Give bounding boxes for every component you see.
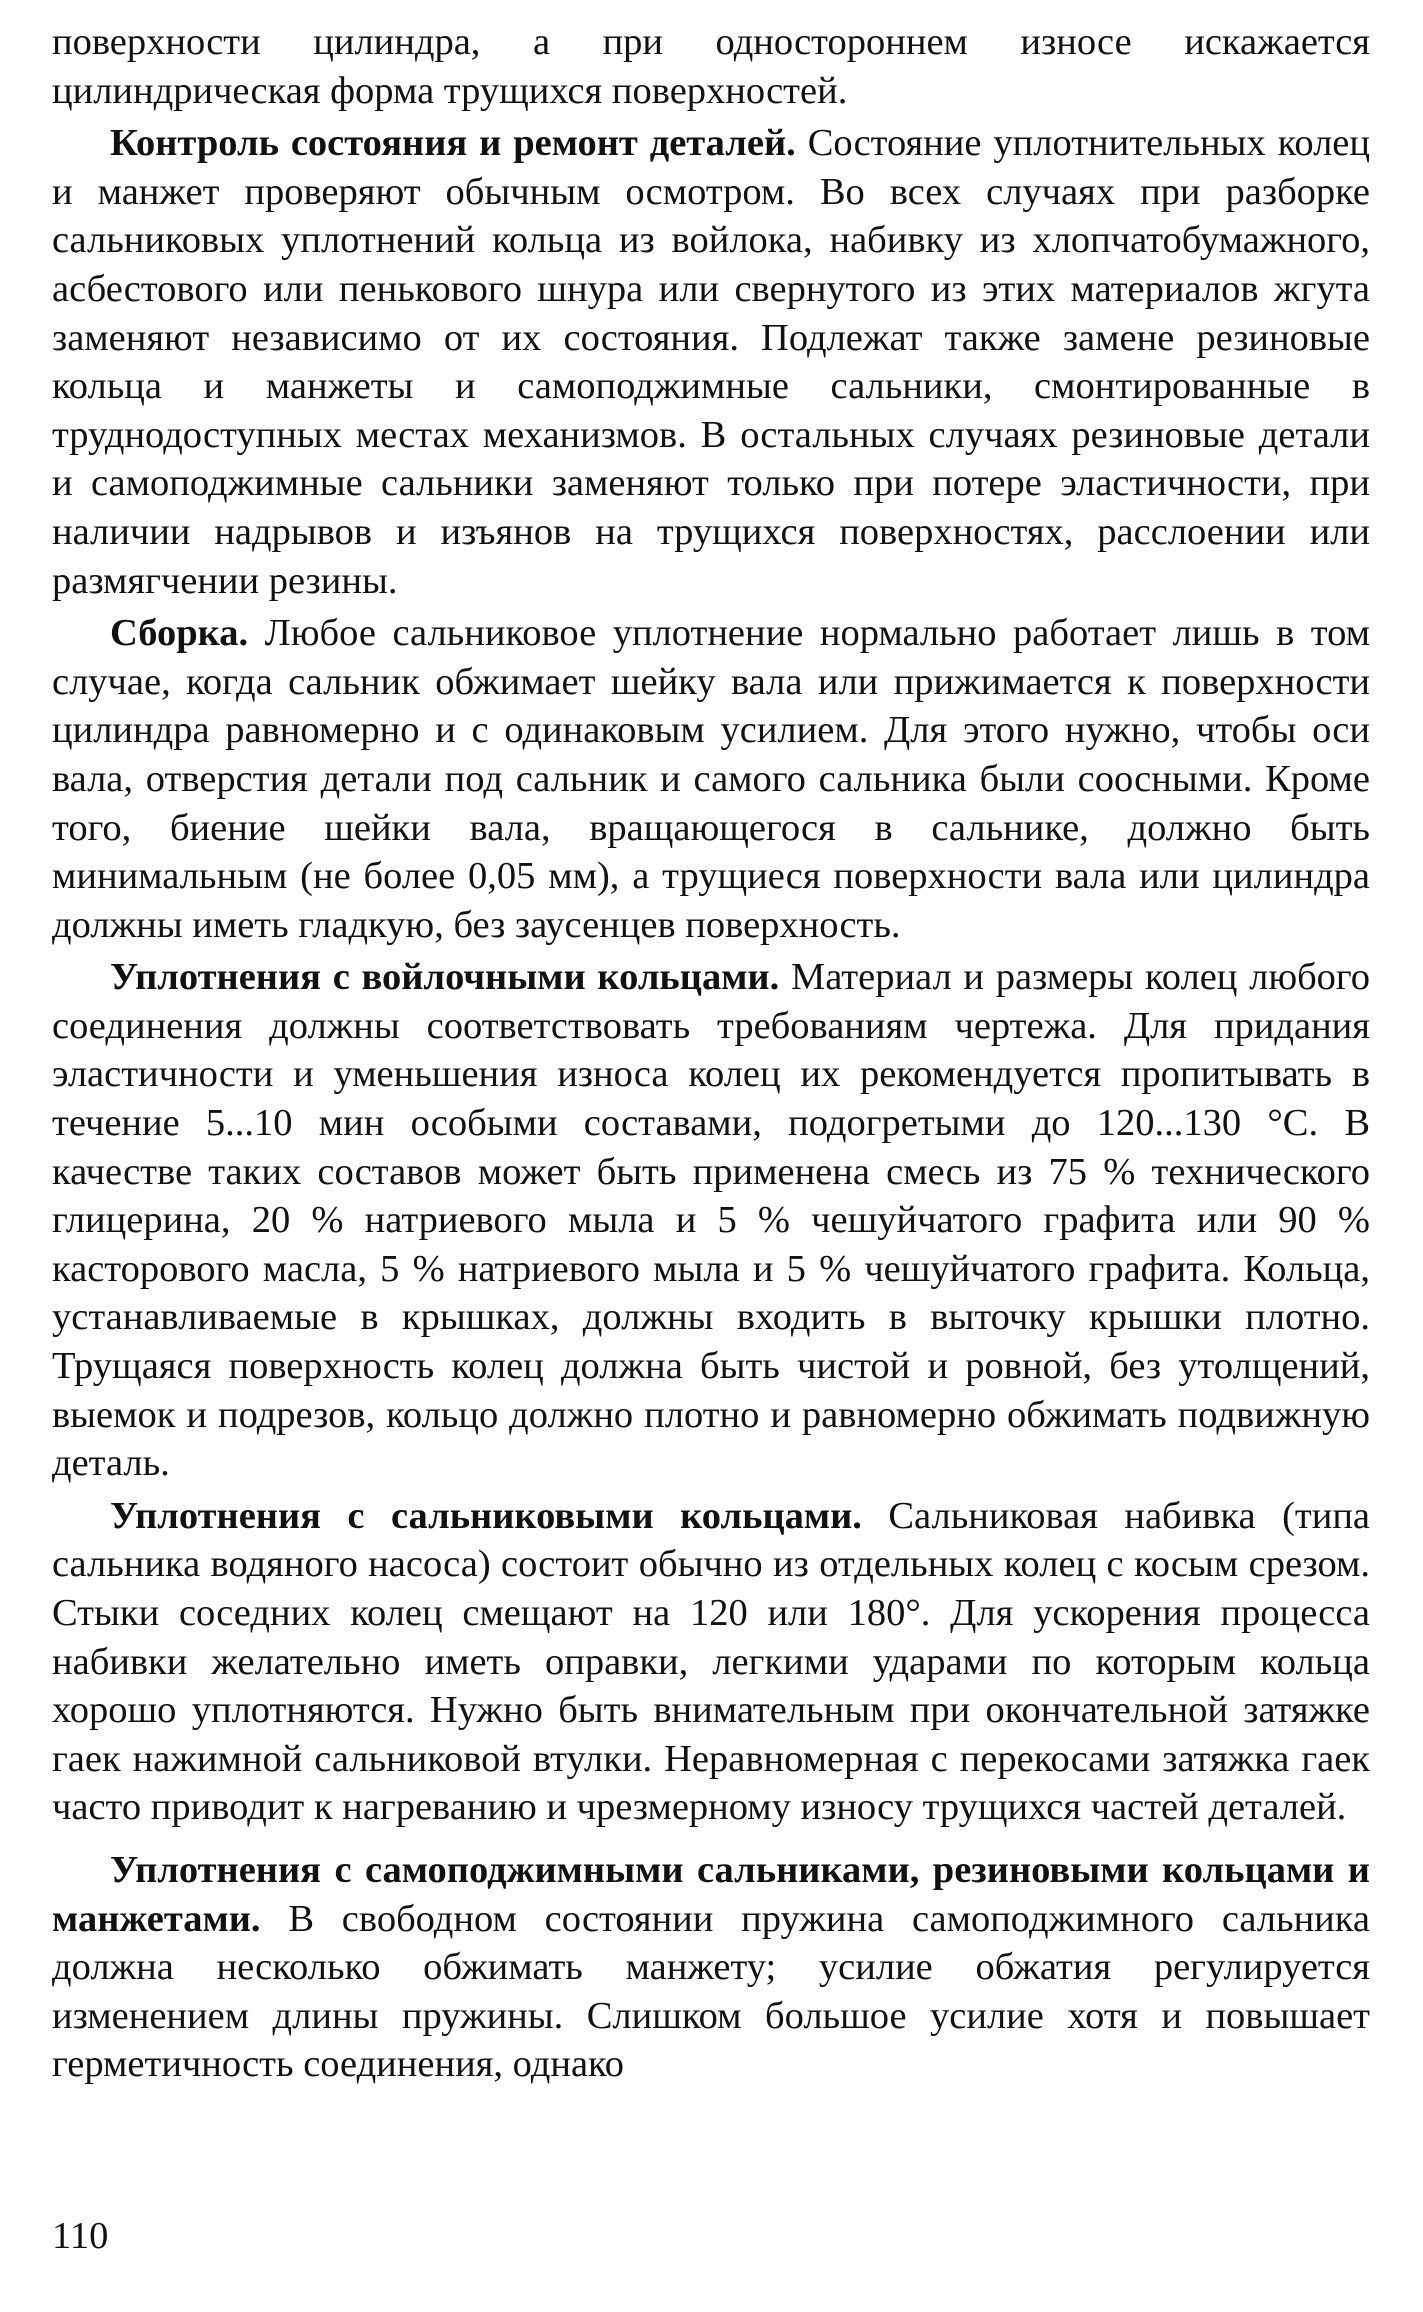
section-heading: Уплотнения с самоподжимными сальниками, резиновыми кольцами и манжетами.	[52, 1848, 1370, 1940]
paragraph-assembly	[52, 609, 1370, 949]
paragraph-self-sealing	[52, 1846, 1370, 2089]
paragraph-text: поверхности цилиндра, а при одностороннем износе искажается цилиндрическая форма трущихся поверхностей.	[52, 21, 1370, 112]
section-heading: Уплотнения с сальниковыми кольцами.	[110, 1494, 862, 1537]
section-heading: Контроль состояния и ремонт деталей.	[110, 122, 796, 165]
paragraph-text: Материал и размеры колец любого соединения должны соответствовать требованиям чертежа. Для придания эластичности и уменьшения износа колец их рекомендуется пропитывать в течение 5...10 мин особыми составами, подогретыми до 120...130 °С. В качестве таких составов может быть применена смесь из 75 % технического глицерина, 20 % натриевого мыла и 5 % чешуйчатого графита или 90 % касторового масла, 5 % натриевого мыла и 5 % чешуйчатого графита. Кольца, устанавливаемые в крышках, должны входить в выточку крышки плотно. Трущаяся поверхность колец должна быть чистой и ровной, без утолщений, выемок и подрезов, кольцо должно плотно и равномерно обжимать подвижную деталь.	[52, 956, 1370, 1485]
page-number: 110	[52, 2215, 109, 2257]
paragraph-continuation	[52, 18, 1370, 115]
paragraph-inspection-repair	[52, 119, 1370, 605]
paragraph-text: Сальниковая набивка (типа сальника водяного насоса) состоит обычно из отдельных колец с косым срезом. Стыки соседних колец смещают на 120 или 180°. Для ускорения процесса набивки желательно иметь оправки, легкими ударами по которым кольца хорошо уплотняются. Нужно быть внимательным при окончательной затяжке гаек нажимной сальниковой втулки. Неравномерная с перекосами затяжка гаек часто приводит к нагреванию и чрезмерному износу трущихся частей деталей.	[52, 1494, 1371, 1829]
paragraph-gland-rings	[52, 1492, 1370, 1832]
paragraph-text: Состояние уплотнительных колец и манжет проверяют обычным осмотром. Во всех случаях при разборке сальниковых уплотнений кольца из войлока, набивку из хлопчатобумажного, асбестового или пенькового шнура или свернутого из этих материалов жгута заменяют независимо от их состояния. Подлежат также замене резиновые кольца и манжеты и самоподжимные сальники, смонтированные в труднодоступных местах механизмов. В остальных случаях резиновые детали и самоподжимные сальники заменяют только при потере эластичности, при наличии надрывов и изъянов на трущихся поверхностях, расслоении или размягчении резины.	[52, 122, 1370, 602]
section-heading: Уплотнения с войлочными кольцами.	[110, 956, 780, 999]
paragraph-text: Любое сальниковое уплотнение нормально работает лишь в том случае, когда сальник обжимает шейку вала или прижимается к поверхности цилиндра равномерно и с одинаковым усилием. Для этого нужно, чтобы оси вала, отверстия детали под сальник и самого сальника были соосными. Кроме того, биение шейки вала, вращающегося в сальнике, должно быть минимальным (не более 0,05 мм), а трущиеся поверхности вала или цилиндра должны иметь гладкую, без заусенцев поверхность.	[52, 612, 1370, 946]
paragraph-felt-rings	[52, 953, 1370, 1488]
paragraph-text: В свободном состоянии пружина самоподжимного сальника должна несколько обжимать манжету; усилие обжатия регулируется изменением длины пружины. Слишком большое усилие хотя и повышает герметичность соединения, однако	[52, 1897, 1370, 2086]
page-text	[52, 18, 1370, 2089]
section-heading: Сборка.	[110, 612, 249, 655]
